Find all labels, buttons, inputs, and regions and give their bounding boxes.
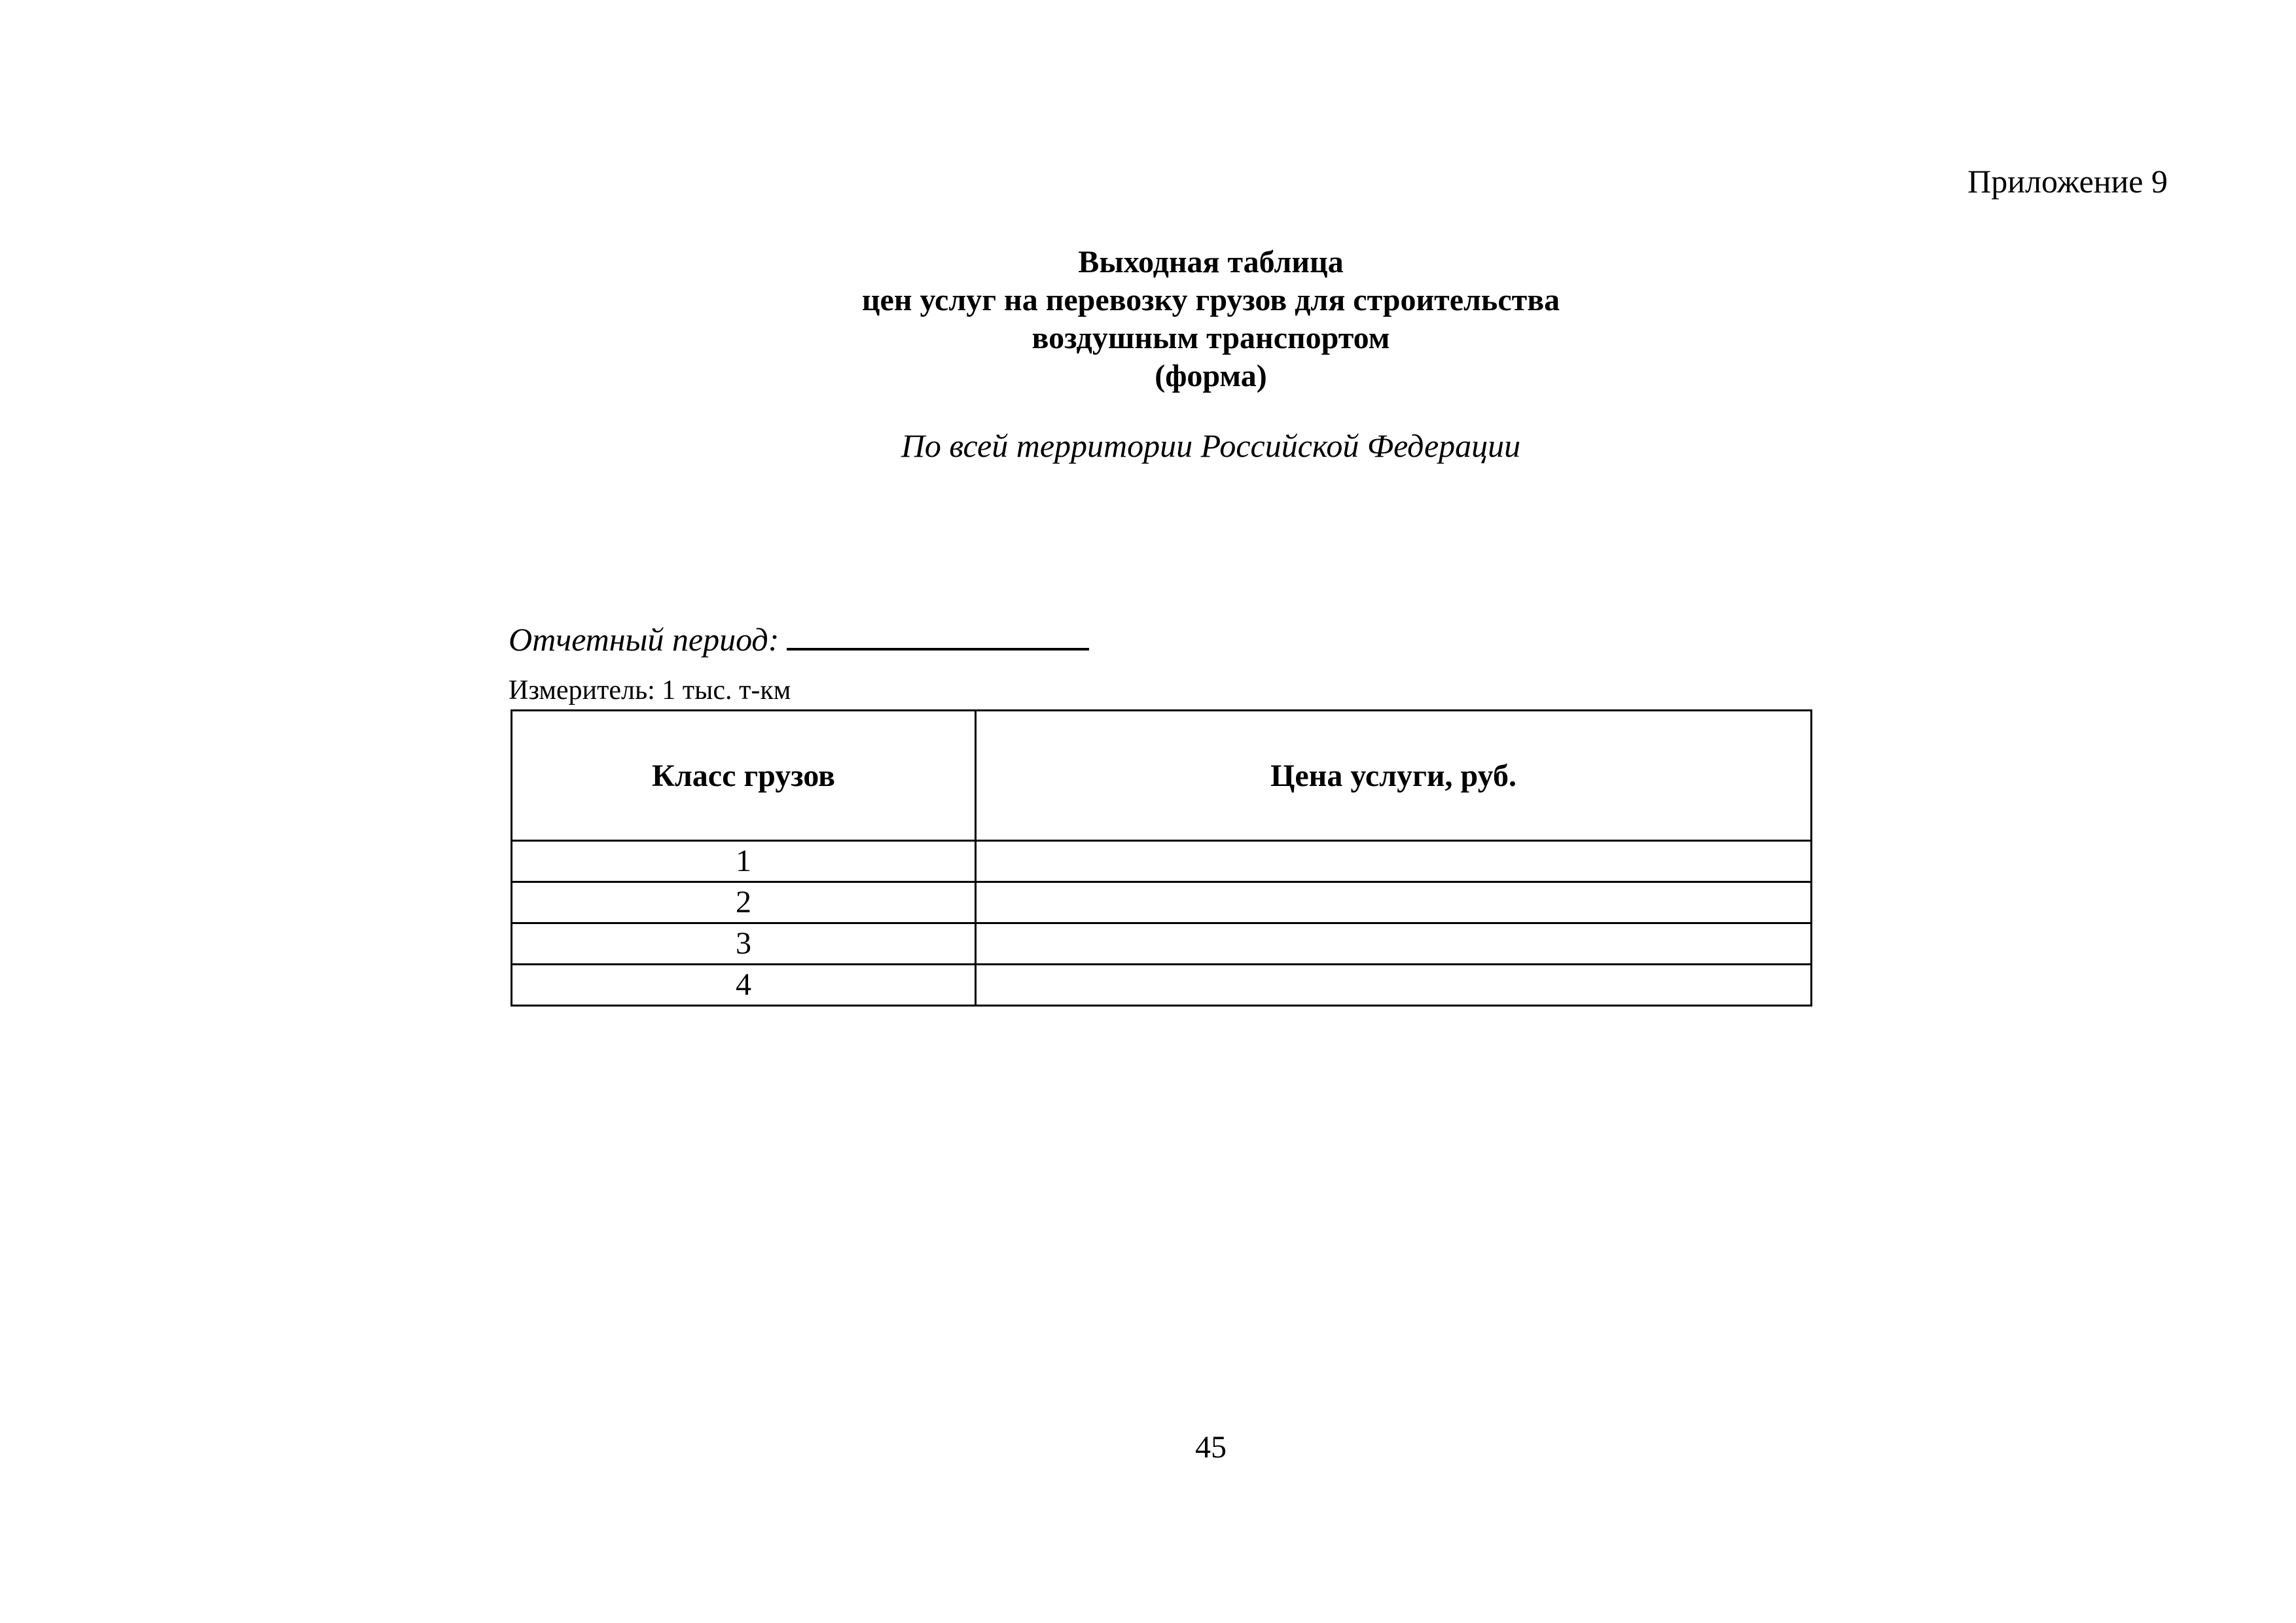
report-period-blank[interactable] [787, 647, 1089, 651]
report-period [509, 623, 1089, 656]
appendix-label: Приложение 9 [1967, 163, 2168, 200]
price-cell[interactable] [976, 882, 1812, 923]
report-period-label: Отчетный период: [509, 621, 780, 658]
unit-label: Измеритель: 1 тыс. т-км [509, 675, 791, 705]
column-header-service-price: Цена услуги, руб. [976, 711, 1812, 841]
table-row [512, 841, 1812, 882]
title-line-3: воздушным транспортом [1031, 321, 1390, 355]
price-cell[interactable] [976, 965, 1812, 1006]
cargo-class-cell: 4 [512, 965, 976, 1006]
price-table [511, 709, 1812, 1007]
territory-subtitle: По всей территории Российской Федерации [901, 427, 1521, 464]
page-number: 45 [1195, 1430, 1227, 1465]
cargo-class-cell: 1 [512, 841, 976, 882]
table-row [512, 923, 1812, 965]
title-line-4: (форма) [1155, 359, 1267, 393]
table-header-row [512, 711, 1812, 841]
price-cell[interactable] [976, 923, 1812, 965]
document-title [0, 243, 2296, 395]
cargo-class-cell: 3 [512, 923, 976, 965]
table-row [512, 965, 1812, 1006]
column-header-cargo-class: Класс грузов [512, 711, 976, 841]
title-line-2: цен услуг на перевозку грузов для строительства [861, 283, 1560, 317]
table-row [512, 882, 1812, 923]
title-line-1: Выходная таблица [1078, 245, 1344, 279]
cargo-class-cell: 2 [512, 882, 976, 923]
price-cell[interactable] [976, 841, 1812, 882]
